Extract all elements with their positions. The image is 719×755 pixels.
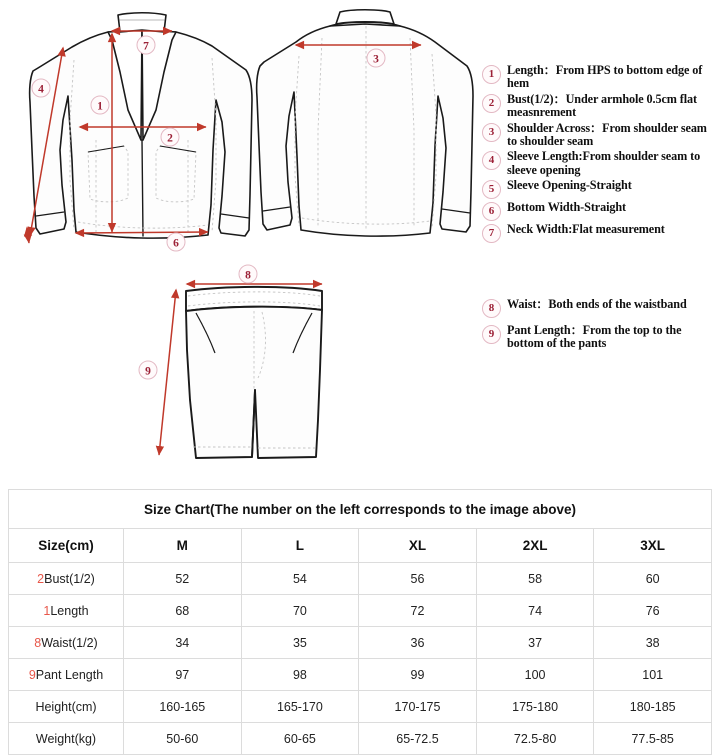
table-cell: 99 bbox=[359, 659, 477, 691]
legend-marker-icon: 7 bbox=[482, 224, 501, 243]
table-cell: 97 bbox=[124, 659, 242, 691]
svg-text:7: 7 bbox=[143, 40, 149, 53]
svg-text:8: 8 bbox=[245, 269, 251, 282]
row-label-text: Pant Length bbox=[35, 667, 104, 682]
svg-text:9: 9 bbox=[145, 365, 151, 378]
table-cell: 36 bbox=[359, 627, 477, 659]
column-header: 2XL bbox=[476, 529, 594, 563]
svg-text:1: 1 bbox=[97, 100, 103, 113]
table-row bbox=[9, 563, 712, 595]
legend-marker-icon: 9 bbox=[482, 325, 501, 344]
legend-marker-icon: 8 bbox=[482, 299, 501, 318]
table-cell: 74 bbox=[476, 595, 594, 627]
table-cell: 98 bbox=[241, 659, 359, 691]
legend-item bbox=[482, 179, 718, 199]
table-cell: 101 bbox=[594, 659, 712, 691]
table-cell: 56 bbox=[359, 563, 477, 595]
row-label bbox=[9, 563, 124, 595]
legend-item-label: Shoulder Across：From shoulder seam to shoulder seam bbox=[507, 120, 707, 149]
row-label bbox=[9, 691, 124, 723]
column-header: M bbox=[124, 529, 242, 563]
row-label bbox=[9, 723, 124, 755]
svg-text:4: 4 bbox=[38, 83, 44, 96]
legend-item-label: Bust(1/2)：Under armhole 0.5cm flat measnrement bbox=[507, 91, 697, 120]
row-label-text: Waist(1/2) bbox=[41, 635, 98, 650]
table-cell: 160-165 bbox=[124, 691, 242, 723]
row-index-number: 8 bbox=[34, 635, 42, 650]
table-cell: 70 bbox=[241, 595, 359, 627]
diagram-marker-3 bbox=[367, 49, 385, 67]
legend-item bbox=[482, 298, 718, 318]
table-header-row bbox=[9, 529, 712, 563]
table-cell: 54 bbox=[241, 563, 359, 595]
table-row bbox=[9, 595, 712, 627]
row-label-text: Length bbox=[50, 603, 89, 618]
legend-marker-icon: 4 bbox=[482, 151, 501, 170]
legend-top bbox=[482, 64, 718, 245]
measure-line-9 bbox=[159, 290, 176, 455]
table-cell: 34 bbox=[124, 627, 242, 659]
table-row bbox=[9, 691, 712, 723]
legend-bottom bbox=[482, 298, 718, 357]
table-row bbox=[9, 723, 712, 755]
legend-marker-icon: 6 bbox=[482, 202, 501, 221]
row-label-text: Weight(kg) bbox=[35, 731, 97, 746]
table-cell: 180-185 bbox=[594, 691, 712, 723]
legend-item bbox=[482, 150, 718, 177]
legend-marker-icon: 2 bbox=[482, 94, 501, 113]
legend-item bbox=[482, 64, 718, 91]
column-header: XL bbox=[359, 529, 477, 563]
table-cell: 50-60 bbox=[124, 723, 242, 755]
table-row bbox=[9, 659, 712, 691]
diagram-marker-8 bbox=[239, 265, 257, 283]
table-cell: 170-175 bbox=[359, 691, 477, 723]
table-cell: 100 bbox=[476, 659, 594, 691]
legend-marker-icon: 5 bbox=[482, 180, 501, 199]
legend-item-label: Pant Length：From the top to the bottom of the pants bbox=[507, 323, 682, 351]
table-cell: 68 bbox=[124, 595, 242, 627]
diagram-marker-6 bbox=[167, 233, 185, 251]
row-label bbox=[9, 595, 124, 627]
row-label-text: Bust(1/2) bbox=[44, 571, 95, 586]
legend-item-label: Bottom Width-Straight bbox=[507, 200, 626, 215]
column-header: Size(cm) bbox=[9, 529, 124, 563]
table-cell: 72.5-80 bbox=[476, 723, 594, 755]
diagram-marker-2 bbox=[161, 128, 179, 146]
column-header: L bbox=[241, 529, 359, 563]
diagram-marker-7 bbox=[137, 36, 155, 54]
table-cell: 65-72.5 bbox=[359, 723, 477, 755]
measure-line-6 bbox=[76, 232, 208, 233]
table-cell: 37 bbox=[476, 627, 594, 659]
legend-item bbox=[482, 223, 718, 243]
legend-item-label: Length：From HPS to bottom edge of hem bbox=[507, 63, 703, 91]
table-cell: 76 bbox=[594, 595, 712, 627]
measure-line-5 bbox=[27, 228, 29, 243]
legend-item-label: Sleeve Length:From shoulder seam to sleeve opening bbox=[507, 149, 701, 177]
row-label bbox=[9, 659, 124, 691]
svg-text:3: 3 bbox=[373, 53, 379, 66]
table-row bbox=[9, 627, 712, 659]
row-index-number: 1 bbox=[43, 603, 51, 618]
row-index-number: 9 bbox=[28, 667, 36, 682]
diagram-marker-9 bbox=[139, 361, 157, 379]
row-label bbox=[9, 627, 124, 659]
svg-text:6: 6 bbox=[173, 237, 179, 250]
legend-item-label: Waist：Both ends of the waistband bbox=[507, 297, 687, 311]
legend-item bbox=[482, 122, 718, 149]
legend-item bbox=[482, 93, 718, 120]
table-cell: 77.5-85 bbox=[594, 723, 712, 755]
legend-marker-icon: 1 bbox=[482, 65, 501, 84]
table-cell: 58 bbox=[476, 563, 594, 595]
legend-item bbox=[482, 324, 718, 351]
legend-marker-icon: 3 bbox=[482, 123, 501, 142]
jacket-back-illustration bbox=[257, 10, 473, 236]
legend-item-label: Sleeve Opening-Straight bbox=[507, 178, 632, 193]
table-cell: 38 bbox=[594, 627, 712, 659]
table-cell: 175-180 bbox=[476, 691, 594, 723]
legend-item bbox=[482, 201, 718, 221]
table-cell: 60 bbox=[594, 563, 712, 595]
row-label-text: Height(cm) bbox=[35, 699, 97, 714]
table-cell: 52 bbox=[124, 563, 242, 595]
table-cell: 72 bbox=[359, 595, 477, 627]
size-chart-title: Size Chart(The number on the left corresponds to the image above) bbox=[9, 490, 712, 529]
table-cell: 165-170 bbox=[241, 691, 359, 723]
diagram-marker-1 bbox=[91, 96, 109, 114]
table-cell: 60-65 bbox=[241, 723, 359, 755]
row-index-number: 2 bbox=[37, 571, 45, 586]
size-chart-table bbox=[8, 489, 712, 755]
table-cell: 35 bbox=[241, 627, 359, 659]
legend-item-label: Neck Width:Flat measurement bbox=[507, 222, 665, 237]
column-header: 3XL bbox=[594, 529, 712, 563]
table-title-row bbox=[9, 490, 712, 529]
svg-text:2: 2 bbox=[167, 132, 173, 145]
diagram-marker-4 bbox=[32, 79, 50, 97]
